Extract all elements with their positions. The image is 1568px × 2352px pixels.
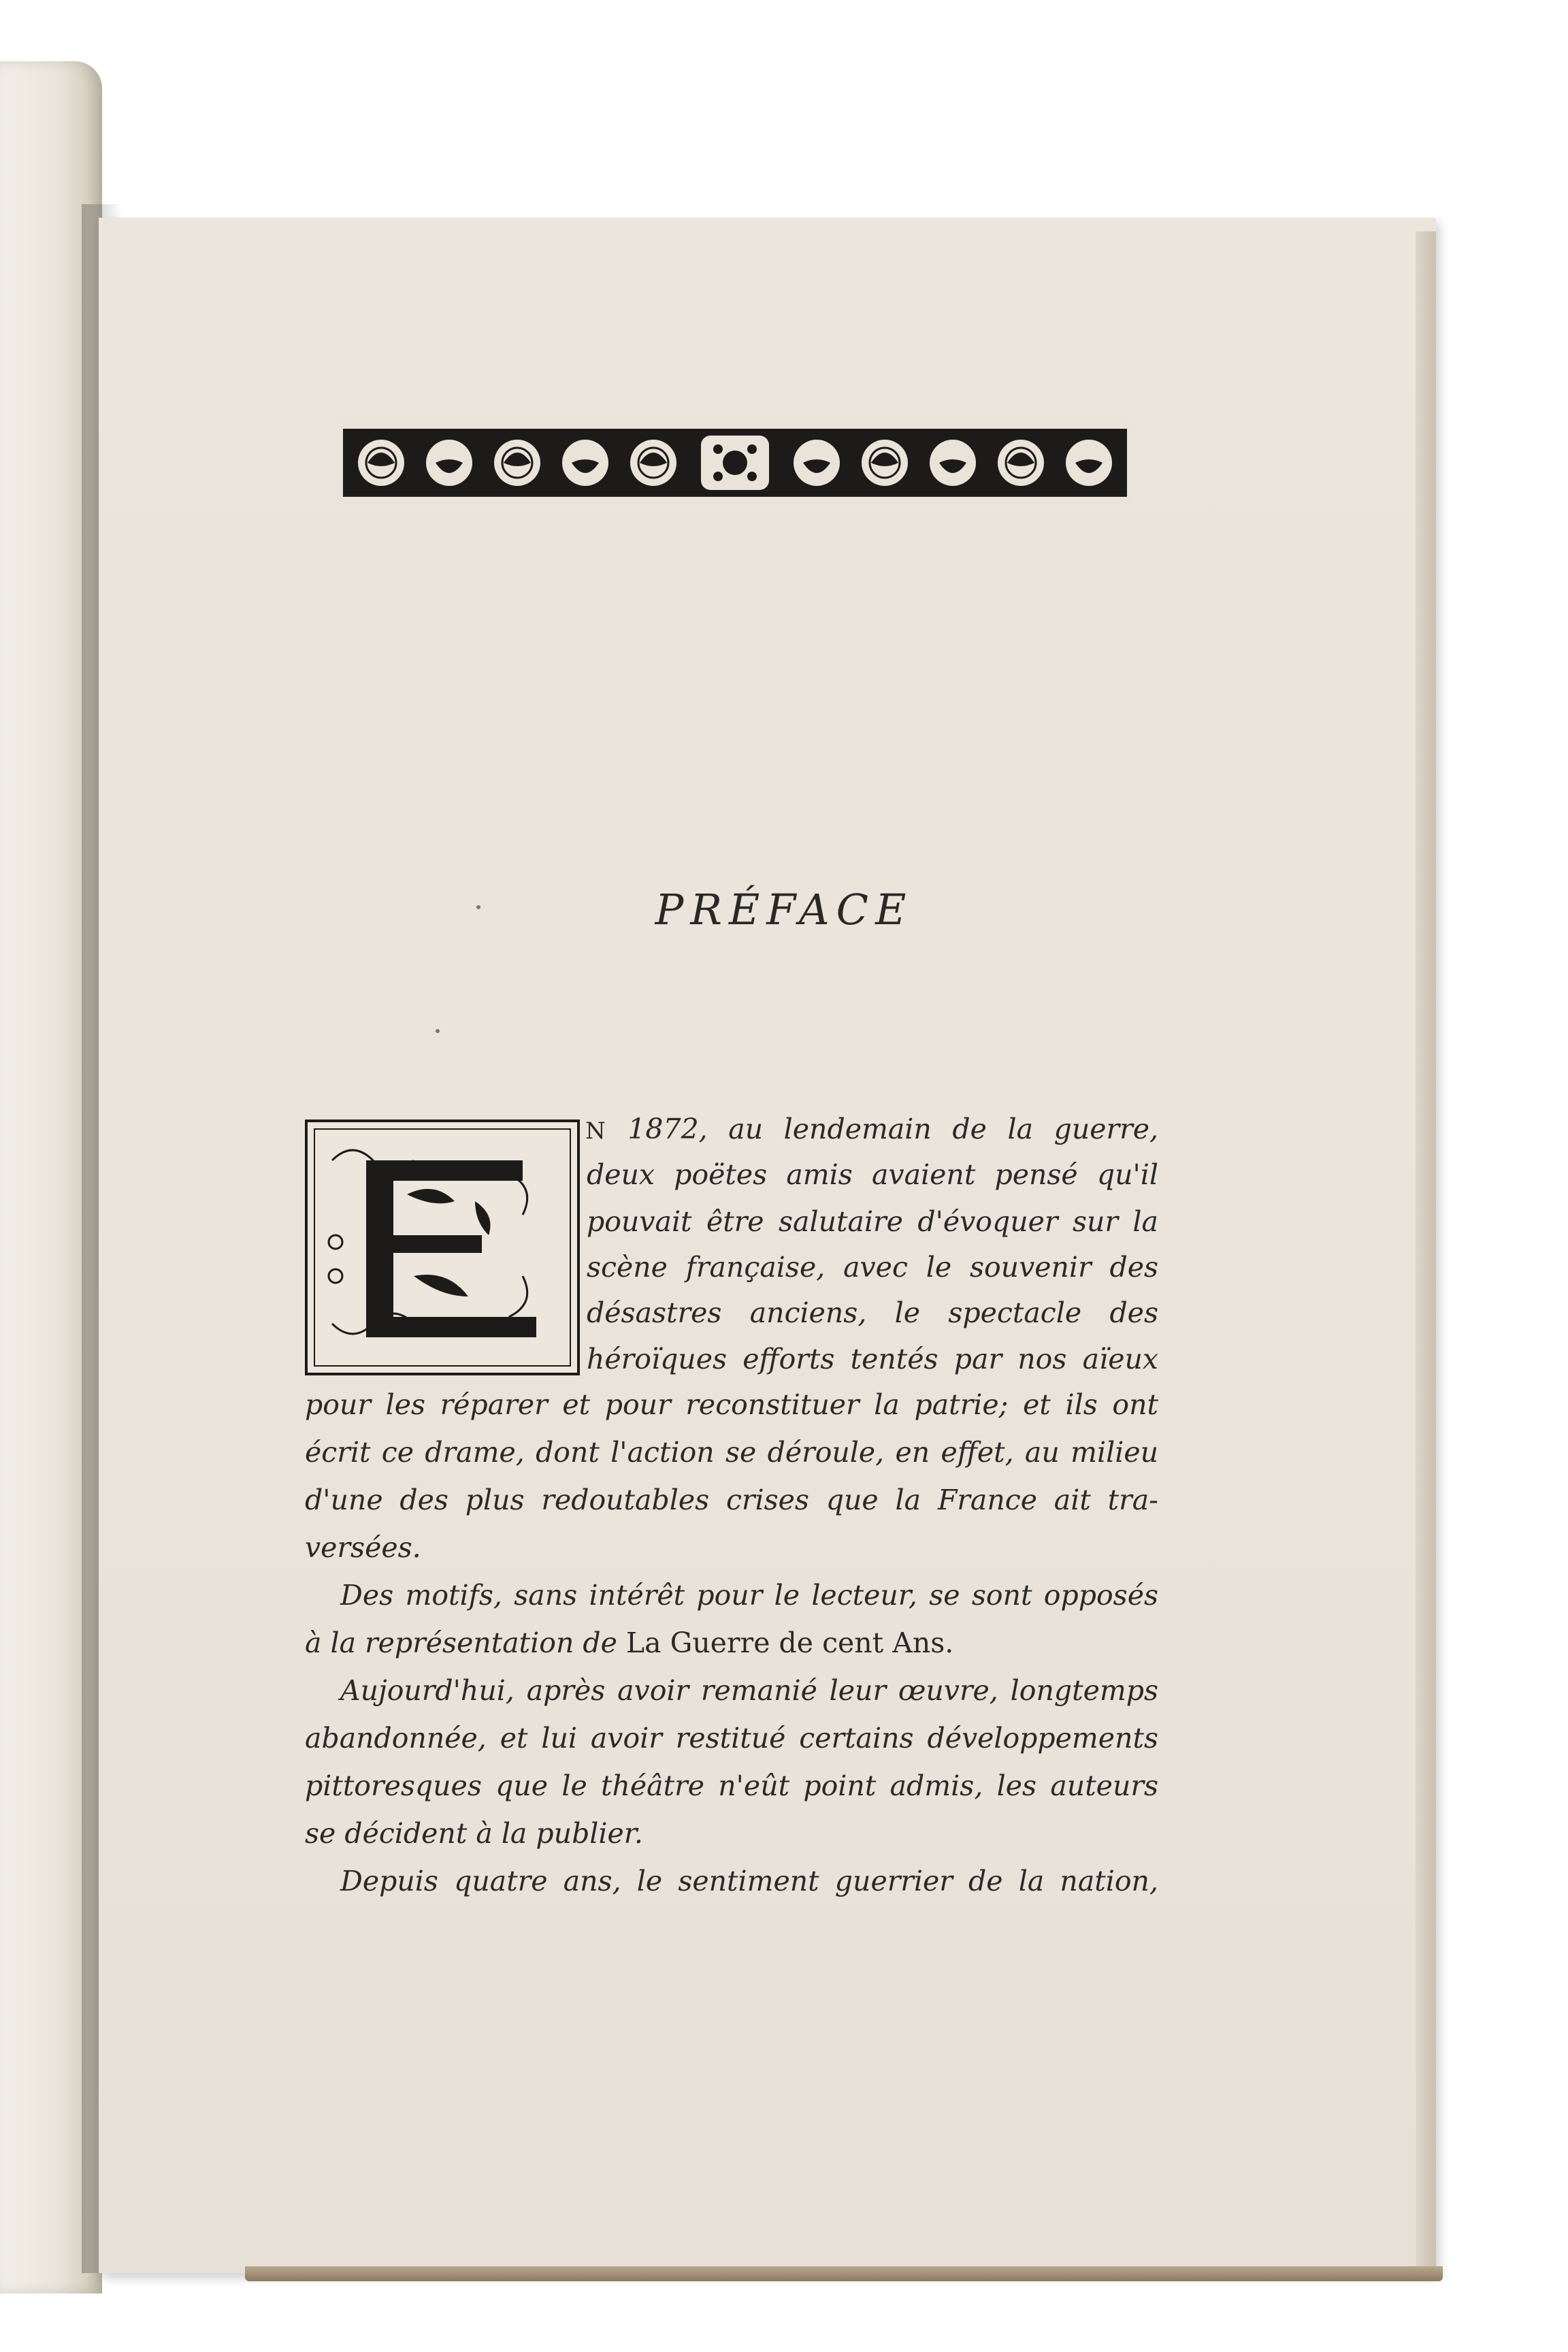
para3-line-3: pittoresques que le théâtre n'eût point admis, les auteurs <box>305 1769 1158 1802</box>
text-line-6: héroïques efforts tentés par nos aïeux <box>587 1343 1158 1375</box>
text-line-1: 1872, au lendemain de la guerre, <box>606 1113 1158 1145</box>
text-line-8: écrit ce drame, dont l'action se déroule, en effet, au milieu <box>305 1436 1158 1469</box>
page-bottom-edge <box>245 2266 1443 2281</box>
ink-speck <box>476 905 480 909</box>
book-page <box>99 218 1436 2273</box>
text-line-7: pour les réparer et pour reconstituer la patrie; et ils ont <box>305 1388 1158 1421</box>
text-line-9: d'une des plus redoutables crises que la France ait tra- <box>305 1484 1158 1516</box>
decorative-initial-e <box>305 1120 580 1375</box>
text-line <box>585 1113 1158 1145</box>
para3-line-2: abandonnée, et lui avoir restitué certains développements <box>305 1722 1158 1754</box>
ink-speck <box>436 1029 440 1033</box>
text-line-2: deux poëtes amis avaient pensé qu'il <box>587 1158 1158 1191</box>
para3-line-4: se décident à la publier. <box>305 1817 643 1850</box>
page-title: PRÉFACE <box>655 885 913 934</box>
para2-prefix: à la représentation de <box>305 1627 626 1659</box>
headpiece-ornament <box>340 422 1130 504</box>
initial-rest: N <box>585 1117 607 1145</box>
play-title: La Guerre de cent Ans. <box>625 1627 954 1659</box>
para3-line-1: Aujourd'hui, après avoir remanié leur œuvre, longtemps <box>340 1674 1158 1707</box>
para2-line-1: Des motifs, sans intérêt pour le lecteur, se sont opposés <box>340 1579 1158 1612</box>
page-right-edge <box>1416 231 1436 2273</box>
para2-line-2 <box>305 1627 1158 1659</box>
text-line-4: scène française, avec le souvenir des <box>587 1251 1158 1284</box>
text-line-3: pouvait être salutaire d'évoquer sur la <box>587 1205 1158 1238</box>
para4-line-1: Depuis quatre ans, le sentiment guerrier de la nation, <box>340 1865 1158 1897</box>
text-line-10: versées. <box>305 1531 421 1564</box>
text-line-5: désastres anciens, le spectacle des <box>587 1296 1158 1329</box>
